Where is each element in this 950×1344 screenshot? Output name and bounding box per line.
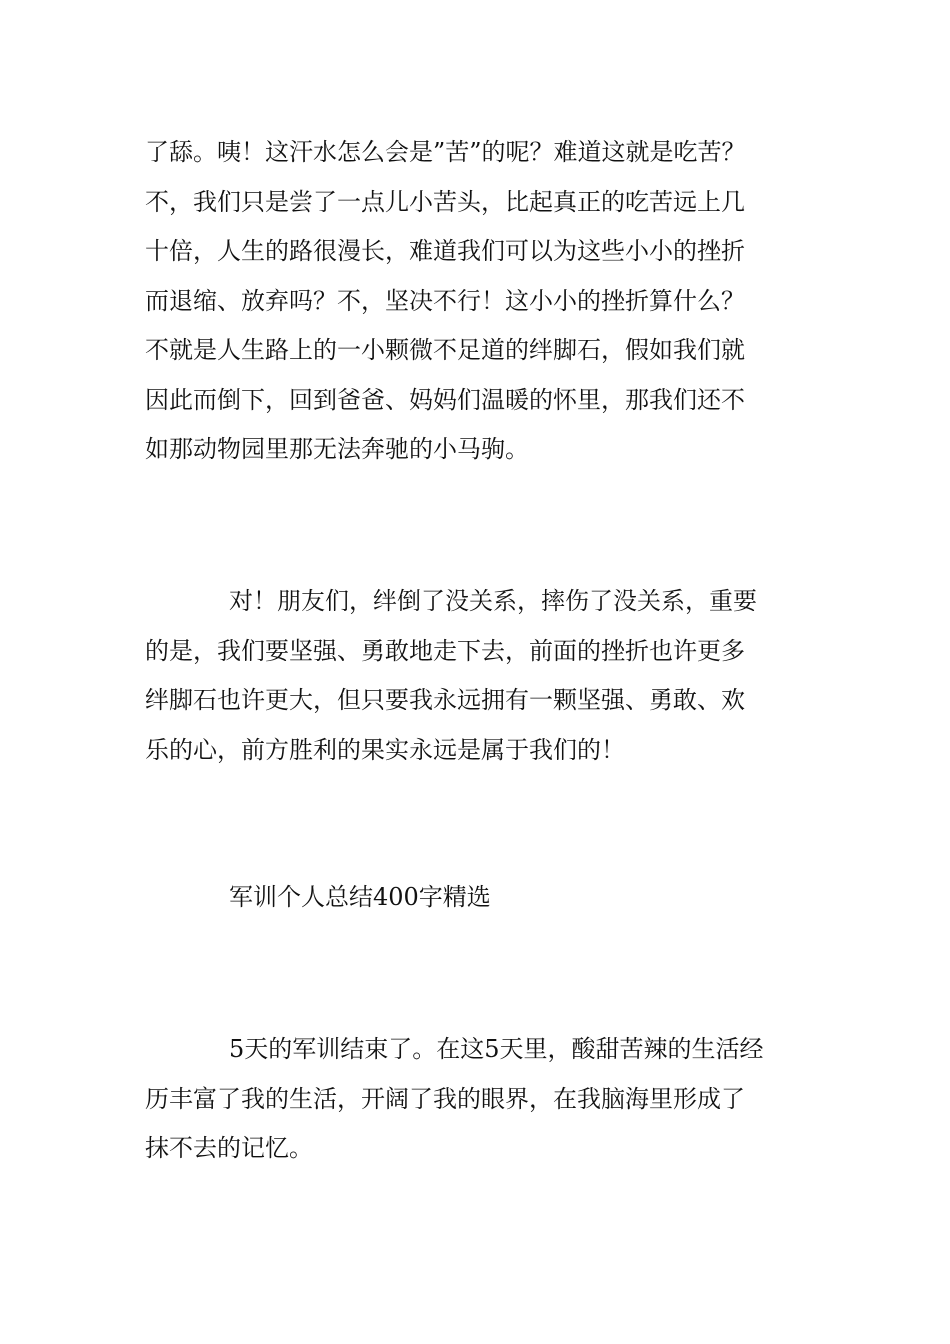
paragraph-line: 而退缩、放弃吗？不，坚决不行！这小小的挫折算什么？ — [145, 286, 745, 315]
paragraph-line: 因此而倒下，回到爸爸、妈妈们温暖的怀里，那我们还不 — [145, 385, 745, 414]
paragraph-line: 历丰富了我的生活，开阔了我的眼界，在我脑海里形成了 — [145, 1084, 745, 1113]
paragraph-line: 对！朋友们，绊倒了没关系，摔伤了没关系，重要 — [229, 587, 757, 615]
paragraph-3 — [145, 1025, 810, 1174]
paragraph-line: 如那动物园里那无法奔驰的小马驹。 — [145, 435, 529, 463]
paragraph-line: 十倍，人生的路很漫长，难道我们可以为这些小小的挫折 — [145, 237, 745, 265]
paragraph-line: 绊脚石也许更大，但只要我永远拥有一颗坚强、勇敢、欢 — [145, 686, 745, 714]
paragraph-1 — [145, 128, 810, 475]
paragraph-line: 的是，我们要坚强、勇敢地走下去，前面的挫折也许更多 — [145, 636, 745, 665]
paragraph-line: 乐的心，前方胜利的果实永远是属于我们的！ — [145, 735, 625, 764]
paragraph-line: 了舔。咦！这汗水怎么会是”苦”的呢？难道这就是吃苦？ — [145, 138, 746, 166]
paragraph-line: 5天的军训结束了。在这5天里，酸甜苦辣的生活经 — [229, 1035, 764, 1063]
paragraph-line: 不就是人生路上的一小颗微不足道的绊脚石，假如我们就 — [145, 336, 745, 364]
section-heading-text: 军训个人总结400字精选 — [229, 883, 491, 911]
section-heading — [145, 873, 810, 923]
paragraph-line: 抹不去的记忆。 — [145, 1134, 313, 1162]
paragraph-2 — [145, 577, 810, 775]
paragraph-line: 不，我们只是尝了一点儿小苦头，比起真正的吃苦远上几 — [145, 187, 745, 216]
